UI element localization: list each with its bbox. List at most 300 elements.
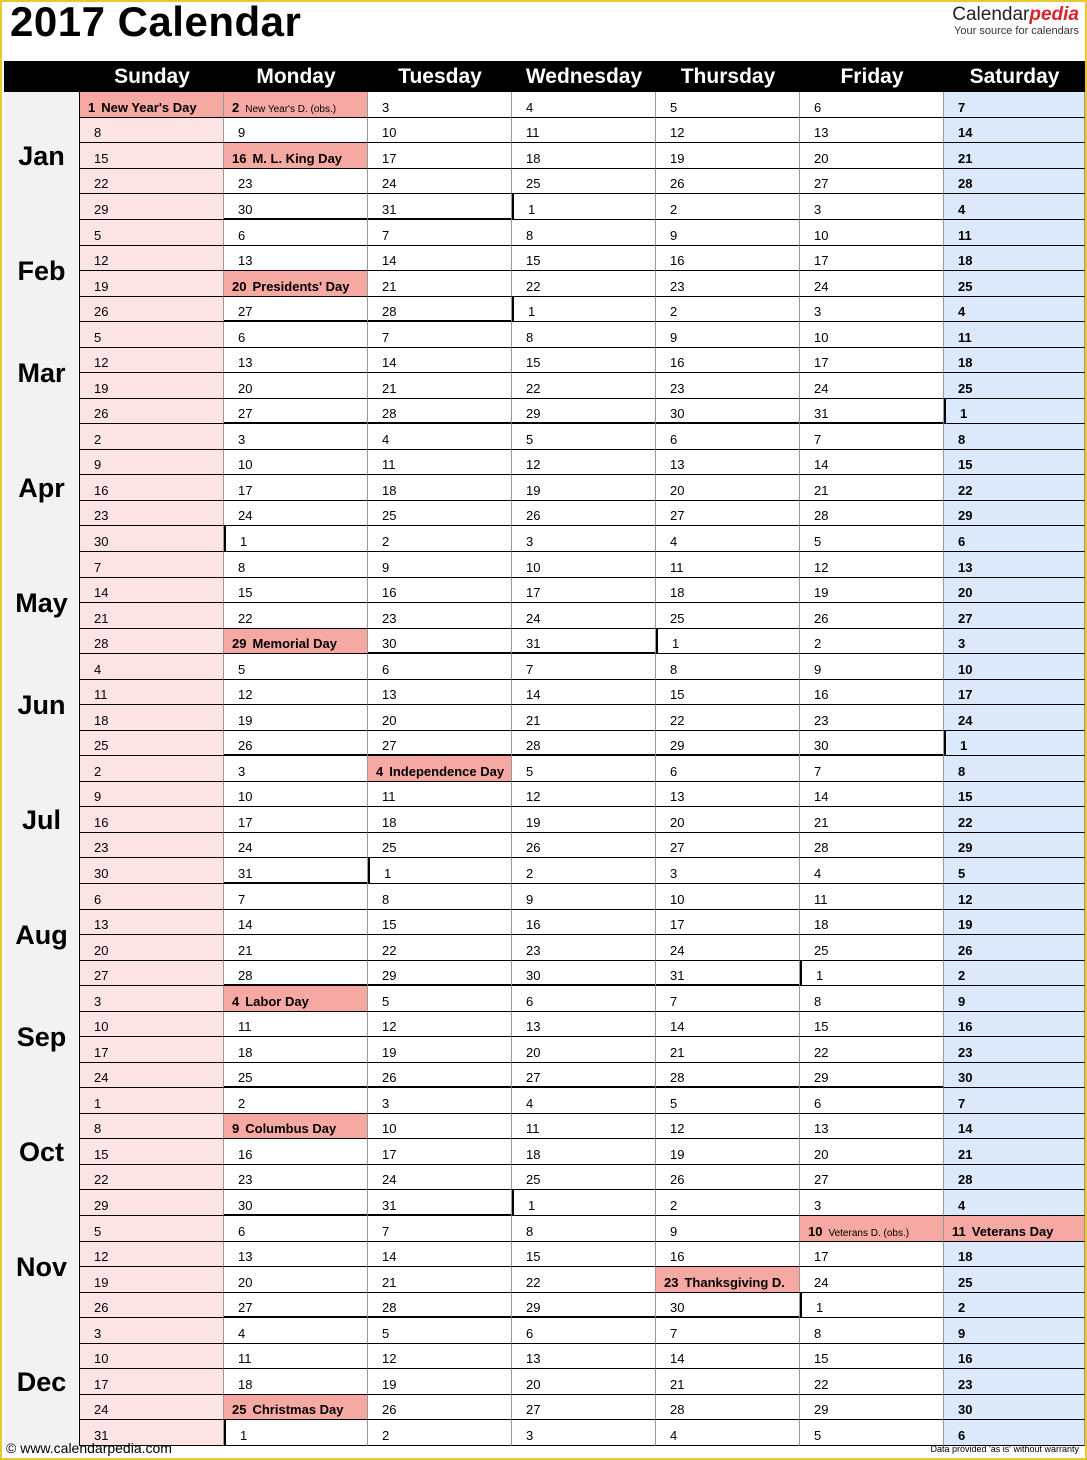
day-cell[interactable] <box>656 756 800 782</box>
holiday-cell[interactable] <box>224 1114 368 1139</box>
day-cell[interactable] <box>944 246 1085 271</box>
day-cell[interactable] <box>368 143 512 169</box>
day-cell[interactable] <box>800 399 944 424</box>
day-cell[interactable] <box>368 1267 512 1293</box>
day-cell[interactable] <box>80 1114 224 1139</box>
day-cell[interactable] <box>944 1369 1085 1395</box>
day-cell[interactable] <box>944 986 1085 1012</box>
day-cell[interactable] <box>656 603 800 629</box>
day-cell[interactable] <box>512 680 656 705</box>
day-cell[interactable] <box>80 705 224 731</box>
day-cell[interactable] <box>224 194 368 220</box>
day-cell[interactable] <box>656 1216 800 1242</box>
day-cell[interactable] <box>944 1114 1085 1139</box>
day-cell[interactable] <box>368 1190 512 1216</box>
next-month-day-cell[interactable] <box>368 1420 512 1446</box>
next-month-day-cell[interactable] <box>944 1293 1085 1318</box>
day-cell[interactable] <box>944 1344 1085 1369</box>
day-cell[interactable] <box>512 246 656 271</box>
next-month-day-cell[interactable] <box>944 297 1085 322</box>
day-cell[interactable] <box>512 1216 656 1242</box>
day-cell[interactable] <box>80 884 224 910</box>
day-cell[interactable] <box>368 1165 512 1190</box>
day-cell[interactable] <box>656 910 800 935</box>
day-cell[interactable] <box>656 1088 800 1114</box>
day-cell[interactable] <box>656 552 800 578</box>
day-cell[interactable] <box>512 143 656 169</box>
day-cell[interactable] <box>224 961 368 986</box>
day-cell[interactable] <box>512 1012 656 1037</box>
day-cell[interactable] <box>80 552 224 578</box>
day-cell[interactable] <box>800 578 944 603</box>
day-cell[interactable] <box>944 654 1085 680</box>
day-cell[interactable] <box>80 1037 224 1063</box>
day-cell[interactable] <box>224 833 368 858</box>
day-cell[interactable] <box>512 705 656 731</box>
day-cell[interactable] <box>368 450 512 475</box>
day-cell[interactable] <box>224 756 368 782</box>
day-cell[interactable] <box>80 348 224 373</box>
day-cell[interactable] <box>368 654 512 680</box>
next-month-day-cell[interactable] <box>944 1190 1085 1216</box>
day-cell[interactable] <box>368 399 512 424</box>
day-cell[interactable] <box>512 118 656 143</box>
day-cell[interactable] <box>800 884 944 910</box>
holiday-cell[interactable] <box>80 92 224 118</box>
day-cell[interactable] <box>656 935 800 961</box>
day-cell[interactable] <box>656 373 800 399</box>
day-cell[interactable] <box>368 1012 512 1037</box>
day-cell[interactable] <box>368 1344 512 1369</box>
day-cell[interactable] <box>944 92 1085 118</box>
day-cell[interactable] <box>224 322 368 348</box>
day-cell[interactable] <box>656 1139 800 1165</box>
next-month-day-cell[interactable] <box>368 858 512 884</box>
day-cell[interactable] <box>80 603 224 629</box>
day-cell[interactable] <box>944 705 1085 731</box>
day-cell[interactable] <box>512 910 656 935</box>
day-cell[interactable] <box>368 884 512 910</box>
next-month-day-cell[interactable] <box>512 526 656 552</box>
next-month-day-cell[interactable] <box>944 629 1085 654</box>
day-cell[interactable] <box>80 1165 224 1190</box>
day-cell[interactable] <box>368 910 512 935</box>
brand-logo[interactable] <box>952 6 1079 24</box>
day-cell[interactable] <box>80 1012 224 1037</box>
day-cell[interactable] <box>224 807 368 833</box>
day-cell[interactable] <box>656 271 800 297</box>
day-cell[interactable] <box>368 373 512 399</box>
holiday-cell[interactable] <box>224 143 368 169</box>
day-cell[interactable] <box>800 986 944 1012</box>
day-cell[interactable] <box>944 1088 1085 1114</box>
day-cell[interactable] <box>80 910 224 935</box>
day-cell[interactable] <box>944 552 1085 578</box>
day-cell[interactable] <box>800 935 944 961</box>
day-cell[interactable] <box>800 424 944 450</box>
next-month-day-cell[interactable] <box>656 1420 800 1446</box>
day-cell[interactable] <box>368 220 512 246</box>
day-cell[interactable] <box>800 1318 944 1344</box>
holiday-cell[interactable] <box>224 271 368 297</box>
day-cell[interactable] <box>368 961 512 986</box>
day-cell[interactable] <box>368 1088 512 1114</box>
day-cell[interactable] <box>512 1088 656 1114</box>
day-cell[interactable] <box>656 1037 800 1063</box>
day-cell[interactable] <box>80 961 224 986</box>
next-month-day-cell[interactable] <box>944 858 1085 884</box>
next-month-day-cell[interactable] <box>800 1190 944 1216</box>
day-cell[interactable] <box>224 475 368 501</box>
day-cell[interactable] <box>800 348 944 373</box>
day-cell[interactable] <box>944 1063 1085 1088</box>
day-cell[interactable] <box>800 118 944 143</box>
next-month-day-cell[interactable] <box>944 526 1085 552</box>
day-cell[interactable] <box>944 1242 1085 1267</box>
day-cell[interactable] <box>80 322 224 348</box>
day-cell[interactable] <box>656 348 800 373</box>
day-cell[interactable] <box>80 143 224 169</box>
day-cell[interactable] <box>80 424 224 450</box>
day-cell[interactable] <box>80 475 224 501</box>
day-cell[interactable] <box>800 1012 944 1037</box>
day-cell[interactable] <box>224 1139 368 1165</box>
day-cell[interactable] <box>368 1139 512 1165</box>
day-cell[interactable] <box>800 807 944 833</box>
day-cell[interactable] <box>656 501 800 526</box>
next-month-day-cell[interactable] <box>944 1420 1085 1446</box>
day-cell[interactable] <box>368 603 512 629</box>
day-cell[interactable] <box>512 935 656 961</box>
day-cell[interactable] <box>224 654 368 680</box>
day-cell[interactable] <box>656 1318 800 1344</box>
next-month-day-cell[interactable] <box>368 526 512 552</box>
day-cell[interactable] <box>800 833 944 858</box>
day-cell[interactable] <box>224 705 368 731</box>
next-month-day-cell[interactable] <box>800 858 944 884</box>
day-cell[interactable] <box>224 1242 368 1267</box>
day-cell[interactable] <box>800 1063 944 1088</box>
day-cell[interactable] <box>368 680 512 705</box>
day-cell[interactable] <box>80 1216 224 1242</box>
day-cell[interactable] <box>656 986 800 1012</box>
day-cell[interactable] <box>800 910 944 935</box>
day-cell[interactable] <box>656 424 800 450</box>
day-cell[interactable] <box>224 603 368 629</box>
day-cell[interactable] <box>368 782 512 807</box>
day-cell[interactable] <box>224 1088 368 1114</box>
day-cell[interactable] <box>800 373 944 399</box>
next-month-day-cell[interactable] <box>224 1420 368 1446</box>
day-cell[interactable] <box>944 807 1085 833</box>
next-month-day-cell[interactable] <box>800 194 944 220</box>
day-cell[interactable] <box>368 1114 512 1139</box>
day-cell[interactable] <box>368 424 512 450</box>
day-cell[interactable] <box>656 578 800 603</box>
day-cell[interactable] <box>656 1012 800 1037</box>
day-cell[interactable] <box>656 1242 800 1267</box>
day-cell[interactable] <box>944 884 1085 910</box>
day-cell[interactable] <box>80 1369 224 1395</box>
day-cell[interactable] <box>80 297 224 322</box>
day-cell[interactable] <box>944 271 1085 297</box>
day-cell[interactable] <box>944 1165 1085 1190</box>
day-cell[interactable] <box>224 1293 368 1318</box>
day-cell[interactable] <box>800 271 944 297</box>
day-cell[interactable] <box>80 220 224 246</box>
day-cell[interactable] <box>512 782 656 807</box>
day-cell[interactable] <box>944 475 1085 501</box>
day-cell[interactable] <box>80 1395 224 1420</box>
day-cell[interactable] <box>80 194 224 220</box>
day-cell[interactable] <box>800 220 944 246</box>
day-cell[interactable] <box>224 1012 368 1037</box>
day-cell[interactable] <box>656 680 800 705</box>
day-cell[interactable] <box>656 654 800 680</box>
day-cell[interactable] <box>800 654 944 680</box>
day-cell[interactable] <box>656 1369 800 1395</box>
next-month-day-cell[interactable] <box>512 297 656 322</box>
day-cell[interactable] <box>800 169 944 194</box>
day-cell[interactable] <box>80 858 224 884</box>
holiday-cell[interactable] <box>224 629 368 654</box>
next-month-day-cell[interactable] <box>512 1190 656 1216</box>
day-cell[interactable] <box>224 1063 368 1088</box>
day-cell[interactable] <box>800 246 944 271</box>
next-month-day-cell[interactable] <box>656 858 800 884</box>
day-cell[interactable] <box>944 833 1085 858</box>
day-cell[interactable] <box>512 578 656 603</box>
next-month-day-cell[interactable] <box>944 961 1085 986</box>
day-cell[interactable] <box>944 143 1085 169</box>
day-cell[interactable] <box>944 578 1085 603</box>
day-cell[interactable] <box>800 731 944 756</box>
next-month-day-cell[interactable] <box>512 1420 656 1446</box>
day-cell[interactable] <box>800 782 944 807</box>
day-cell[interactable] <box>224 118 368 143</box>
day-cell[interactable] <box>224 450 368 475</box>
day-cell[interactable] <box>512 1369 656 1395</box>
holiday-cell[interactable] <box>224 986 368 1012</box>
day-cell[interactable] <box>800 603 944 629</box>
day-cell[interactable] <box>80 1190 224 1216</box>
day-cell[interactable] <box>656 92 800 118</box>
day-cell[interactable] <box>512 833 656 858</box>
day-cell[interactable] <box>368 1395 512 1420</box>
day-cell[interactable] <box>944 1395 1085 1420</box>
day-cell[interactable] <box>656 246 800 271</box>
next-month-day-cell[interactable] <box>512 194 656 220</box>
day-cell[interactable] <box>800 552 944 578</box>
day-cell[interactable] <box>512 1395 656 1420</box>
holiday-cell[interactable] <box>800 1216 944 1242</box>
day-cell[interactable] <box>368 731 512 756</box>
day-cell[interactable] <box>224 884 368 910</box>
day-cell[interactable] <box>944 782 1085 807</box>
day-cell[interactable] <box>368 348 512 373</box>
day-cell[interactable] <box>368 194 512 220</box>
footer-copyright[interactable]: © www.calendarpedia.com <box>6 1440 172 1456</box>
day-cell[interactable] <box>512 1318 656 1344</box>
day-cell[interactable] <box>224 782 368 807</box>
day-cell[interactable] <box>80 654 224 680</box>
day-cell[interactable] <box>224 501 368 526</box>
day-cell[interactable] <box>656 1114 800 1139</box>
day-cell[interactable] <box>800 1242 944 1267</box>
day-cell[interactable] <box>224 220 368 246</box>
day-cell[interactable] <box>656 1395 800 1420</box>
day-cell[interactable] <box>80 246 224 271</box>
day-cell[interactable] <box>80 399 224 424</box>
next-month-day-cell[interactable] <box>800 297 944 322</box>
day-cell[interactable] <box>800 450 944 475</box>
day-cell[interactable] <box>512 1139 656 1165</box>
day-cell[interactable] <box>944 118 1085 143</box>
day-cell[interactable] <box>944 910 1085 935</box>
day-cell[interactable] <box>80 782 224 807</box>
day-cell[interactable] <box>80 756 224 782</box>
day-cell[interactable] <box>512 961 656 986</box>
next-month-day-cell[interactable] <box>512 858 656 884</box>
day-cell[interactable] <box>224 1344 368 1369</box>
next-month-day-cell[interactable] <box>800 526 944 552</box>
day-cell[interactable] <box>800 705 944 731</box>
day-cell[interactable] <box>656 1063 800 1088</box>
day-cell[interactable] <box>80 629 224 654</box>
day-cell[interactable] <box>224 169 368 194</box>
day-cell[interactable] <box>368 475 512 501</box>
day-cell[interactable] <box>224 910 368 935</box>
day-cell[interactable] <box>800 92 944 118</box>
day-cell[interactable] <box>368 322 512 348</box>
day-cell[interactable] <box>512 475 656 501</box>
day-cell[interactable] <box>944 373 1085 399</box>
day-cell[interactable] <box>800 756 944 782</box>
day-cell[interactable] <box>224 399 368 424</box>
day-cell[interactable] <box>80 833 224 858</box>
day-cell[interactable] <box>368 807 512 833</box>
day-cell[interactable] <box>800 322 944 348</box>
day-cell[interactable] <box>944 169 1085 194</box>
day-cell[interactable] <box>800 501 944 526</box>
day-cell[interactable] <box>800 1165 944 1190</box>
next-month-day-cell[interactable] <box>224 526 368 552</box>
next-month-day-cell[interactable] <box>800 629 944 654</box>
holiday-cell[interactable] <box>224 1395 368 1420</box>
next-month-day-cell[interactable] <box>800 1420 944 1446</box>
day-cell[interactable] <box>224 373 368 399</box>
day-cell[interactable] <box>512 603 656 629</box>
day-cell[interactable] <box>224 1216 368 1242</box>
day-cell[interactable] <box>944 756 1085 782</box>
day-cell[interactable] <box>944 1318 1085 1344</box>
day-cell[interactable] <box>80 1063 224 1088</box>
day-cell[interactable] <box>368 1063 512 1088</box>
day-cell[interactable] <box>944 1037 1085 1063</box>
day-cell[interactable] <box>80 807 224 833</box>
day-cell[interactable] <box>656 1293 800 1318</box>
day-cell[interactable] <box>224 1165 368 1190</box>
day-cell[interactable] <box>944 935 1085 961</box>
day-cell[interactable] <box>512 807 656 833</box>
day-cell[interactable] <box>80 501 224 526</box>
day-cell[interactable] <box>800 1369 944 1395</box>
day-cell[interactable] <box>80 1139 224 1165</box>
next-month-day-cell[interactable] <box>800 961 944 986</box>
day-cell[interactable] <box>80 1344 224 1369</box>
day-cell[interactable] <box>656 118 800 143</box>
day-cell[interactable] <box>80 526 224 552</box>
day-cell[interactable] <box>512 986 656 1012</box>
day-cell[interactable] <box>656 705 800 731</box>
day-cell[interactable] <box>224 935 368 961</box>
day-cell[interactable] <box>224 1190 368 1216</box>
day-cell[interactable] <box>800 680 944 705</box>
day-cell[interactable] <box>80 450 224 475</box>
day-cell[interactable] <box>656 169 800 194</box>
day-cell[interactable] <box>512 1242 656 1267</box>
next-month-day-cell[interactable] <box>656 1190 800 1216</box>
day-cell[interactable] <box>80 118 224 143</box>
day-cell[interactable] <box>368 552 512 578</box>
day-cell[interactable] <box>80 731 224 756</box>
day-cell[interactable] <box>512 92 656 118</box>
day-cell[interactable] <box>224 578 368 603</box>
day-cell[interactable] <box>656 961 800 986</box>
holiday-cell[interactable] <box>944 1216 1085 1242</box>
day-cell[interactable] <box>512 271 656 297</box>
day-cell[interactable] <box>512 373 656 399</box>
day-cell[interactable] <box>656 475 800 501</box>
day-cell[interactable] <box>512 654 656 680</box>
day-cell[interactable] <box>944 322 1085 348</box>
day-cell[interactable] <box>512 1165 656 1190</box>
day-cell[interactable] <box>512 731 656 756</box>
day-cell[interactable] <box>224 297 368 322</box>
day-cell[interactable] <box>368 118 512 143</box>
day-cell[interactable] <box>368 1369 512 1395</box>
next-month-day-cell[interactable] <box>656 526 800 552</box>
holiday-cell[interactable] <box>224 92 368 118</box>
day-cell[interactable] <box>512 450 656 475</box>
day-cell[interactable] <box>800 1088 944 1114</box>
day-cell[interactable] <box>368 297 512 322</box>
day-cell[interactable] <box>368 1037 512 1063</box>
day-cell[interactable] <box>368 246 512 271</box>
day-cell[interactable] <box>512 399 656 424</box>
day-cell[interactable] <box>512 629 656 654</box>
day-cell[interactable] <box>224 1267 368 1293</box>
day-cell[interactable] <box>368 935 512 961</box>
day-cell[interactable] <box>944 348 1085 373</box>
day-cell[interactable] <box>368 92 512 118</box>
day-cell[interactable] <box>224 552 368 578</box>
day-cell[interactable] <box>224 1369 368 1395</box>
day-cell[interactable] <box>656 807 800 833</box>
day-cell[interactable] <box>368 501 512 526</box>
day-cell[interactable] <box>944 1012 1085 1037</box>
day-cell[interactable] <box>224 1037 368 1063</box>
day-cell[interactable] <box>80 935 224 961</box>
day-cell[interactable] <box>224 424 368 450</box>
day-cell[interactable] <box>944 424 1085 450</box>
day-cell[interactable] <box>944 603 1085 629</box>
day-cell[interactable] <box>368 986 512 1012</box>
day-cell[interactable] <box>80 1267 224 1293</box>
day-cell[interactable] <box>656 731 800 756</box>
day-cell[interactable] <box>512 1114 656 1139</box>
next-month-day-cell[interactable] <box>656 297 800 322</box>
